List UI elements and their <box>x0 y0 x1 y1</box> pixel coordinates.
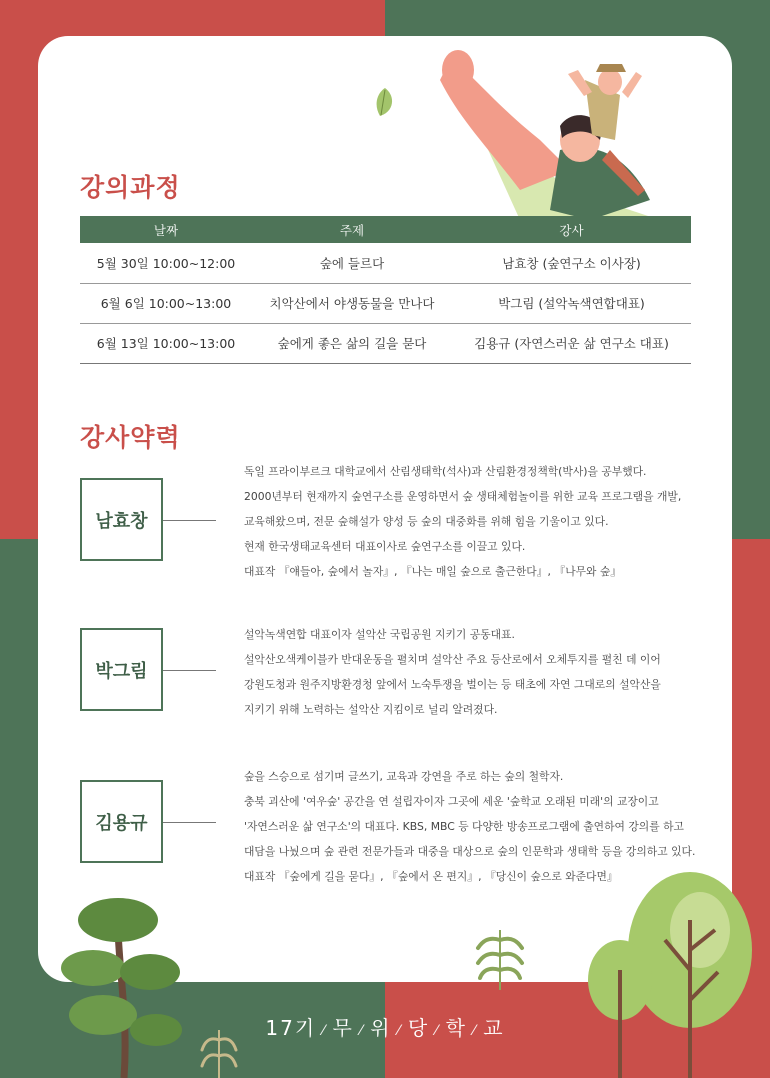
table-row <box>80 243 691 283</box>
bio-line: 지키기 위해 노력하는 설악산 지킴이로 널리 알려졌다. <box>244 703 498 716</box>
footer-char: 학 <box>445 1016 467 1040</box>
bio-line: '자연스러운 삶 연구소'의 대표다. KBS, MBC 등 다양한 방송프로그램에 출연하여 강의를 하고 <box>244 820 684 833</box>
slash-icon: ⁄ <box>359 1023 365 1039</box>
lecturer-cell: 남효창 (숲연구소 이사장) <box>452 243 691 283</box>
table-header-row <box>80 216 691 243</box>
column-header-topic: 주제 <box>252 216 452 243</box>
bio-line: 설악녹색연합 대표이자 설악산 국립공원 지키기 공동대표. <box>244 628 515 641</box>
topic-cell: 치악산에서 야생동물을 만나다 <box>252 283 452 323</box>
leaf-icon <box>372 86 398 118</box>
bio-park-geurim <box>244 622 694 722</box>
connector-line <box>163 822 216 823</box>
topic-cell: 숲에 들르다 <box>252 243 452 283</box>
slash-icon: ⁄ <box>472 1023 478 1039</box>
table-row <box>80 323 691 363</box>
bio-line: 교육해왔으며, 전문 숲해설가 양성 등 숲의 대중화를 위해 힘을 기울이고 있다. <box>244 515 609 528</box>
topic-cell: 숲에게 좋은 삶의 길을 묻다 <box>252 323 452 363</box>
connector-line <box>163 670 216 671</box>
section-title-profiles: 강사약력 <box>80 423 181 452</box>
date-cell: 6월 6일 10:00~13:00 <box>80 283 252 323</box>
footer-number: 17기 <box>265 1016 317 1040</box>
schedule-table <box>80 216 691 364</box>
bio-line: 2000년부터 현재까지 숲연구소를 운영하면서 숲 생태체험놀이를 위한 교육 프로그램을 개발, <box>244 490 682 503</box>
footer-char: 교 <box>483 1016 505 1040</box>
bio-line: 대표작 『얘들아, 숲에서 놀자』, 『나는 매일 숲으로 출근한다』, 『나무와 숲』 <box>244 565 622 578</box>
slash-icon: ⁄ <box>435 1023 440 1039</box>
slash-icon: ⁄ <box>322 1023 327 1039</box>
footer-char: 당 <box>407 1016 430 1040</box>
footer-title <box>0 1012 770 1041</box>
bio-line: 대표작 『숲에게 길을 묻다』, 『숲에서 온 편지』, 『당신이 숲으로 와준다면』 <box>244 870 618 883</box>
pine-tree-icon <box>58 890 188 1078</box>
footer-char: 위 <box>370 1016 392 1040</box>
section-title-course: 강의과정 <box>80 173 181 202</box>
connector-line <box>163 520 216 521</box>
bio-nam-hyochang <box>244 459 694 584</box>
fern-icon <box>470 920 530 990</box>
bio-line: 독일 프라이부르크 대학교에서 산림생태학(석사)과 산림환경정책학(박사)을 공부했다. <box>244 465 647 478</box>
bio-line: 설악산오색케이블카 반대운동을 펼치며 설악산 주요 등산로에서 오체투지를 펼친 데 이어 <box>244 653 661 666</box>
lecturer-cell: 김용규 (자연스러운 삶 연구소 대표) <box>452 323 691 363</box>
bio-line: 충북 괴산에 '여우숲' 공간을 연 설립자이자 그곳에 세운 '숲학교 오래된 미래'의 교장이고 <box>244 795 659 808</box>
parent-child-illustration <box>370 40 700 220</box>
column-header-date: 날짜 <box>80 216 252 243</box>
lecturer-cell: 박그림 (설악녹색연합대표) <box>452 283 691 323</box>
date-cell: 6월 13일 10:00~13:00 <box>80 323 252 363</box>
table-row <box>80 283 691 323</box>
slash-icon: ⁄ <box>397 1023 402 1039</box>
name-box-nam-hyochang: 남효창 <box>80 478 163 561</box>
column-header-lecturer: 강사 <box>452 216 691 243</box>
footer-char: 무 <box>332 1016 354 1040</box>
date-cell: 5월 30일 10:00~12:00 <box>80 243 252 283</box>
bio-line: 현재 한국생태교육센터 대표이사로 숲연구소를 이끌고 있다. <box>244 540 526 553</box>
round-trees-icon <box>580 860 770 1078</box>
name-box-kim-yonggyu: 김용규 <box>80 780 163 863</box>
bio-line: 강원도청과 원주지방환경청 앞에서 노숙투쟁을 벌이는 등 태초에 자연 그대로의 설악산을 <box>244 678 661 691</box>
bio-line: 대담을 나눴으며 숲 관련 전문가들과 대중을 대상으로 숲의 인문학과 생태학 등을 강의하고 있다. <box>244 845 696 858</box>
bio-line: 숲을 스승으로 섬기며 글쓰기, 교육과 강연을 주로 하는 숲의 철학자. <box>244 770 564 783</box>
name-box-park-geurim: 박그림 <box>80 628 163 711</box>
